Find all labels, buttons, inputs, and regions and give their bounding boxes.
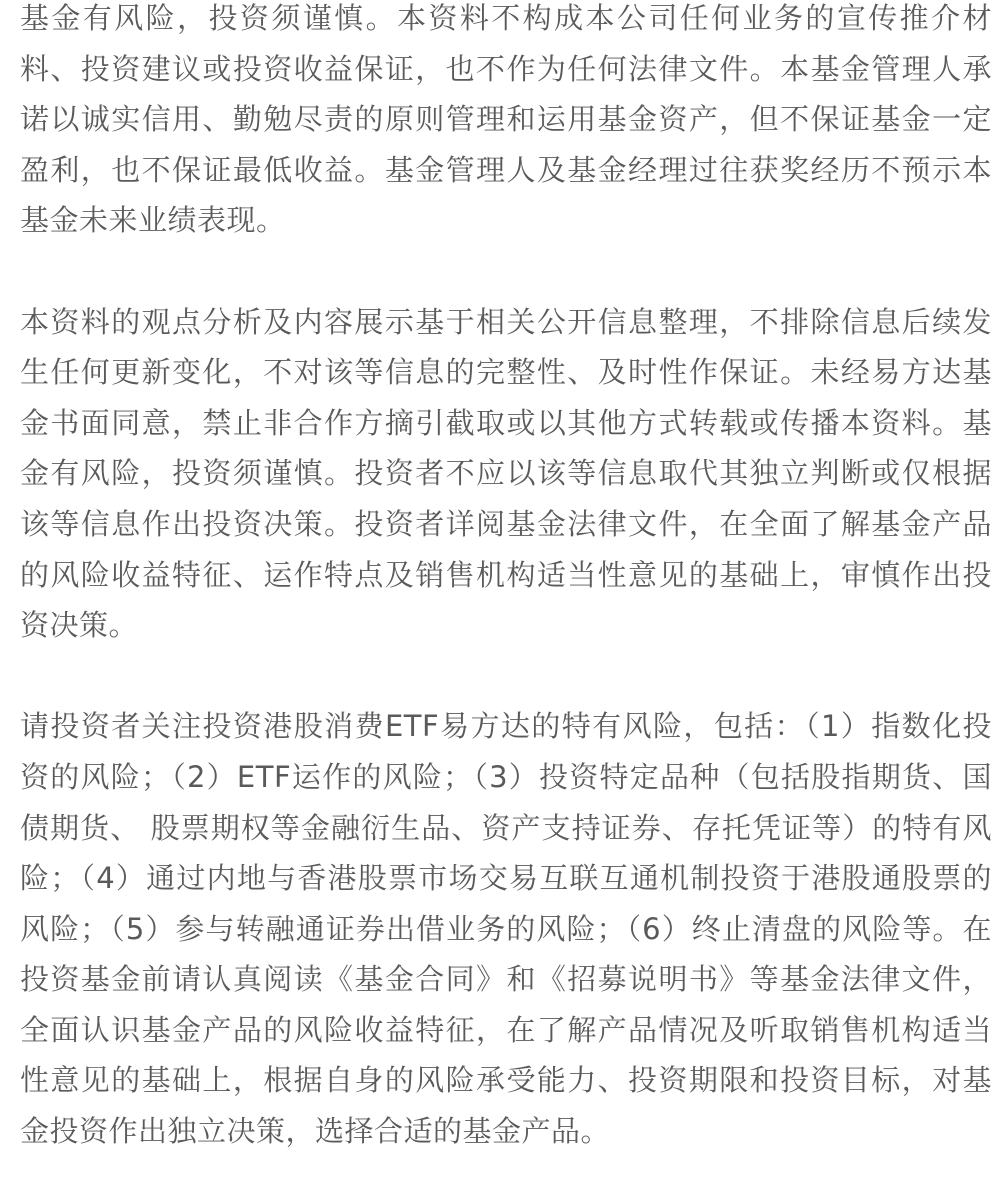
disclaimer-document [20, 0, 992, 1157]
information-source-paragraph: 本资料的观点分析及内容展示基于相关公开信息整理，不排除信息后续发生任何更新变化，不对该等信息的完整性、及时性作保证。未经易方达基金书面同意，禁止非合作方摘引截取或以其他方式转载或传播本资料。基金有风险，投资须谨慎。投资者不应以该等信息取代其独立判断或仅根据该等信息作出投资决策。投资者详阅基金法律文件，在全面了解基金产品的风险收益特征、运作特点及销售机构适当性意见的基础上，审慎作出投资决策。 [20, 304, 992, 643]
risk-statement-paragraph: 基金有风险，投资须谨慎。本资料不构成本公司任何业务的宣传推介材料、投资建议或投资收益保证，也不作为任何法律文件。本基金管理人承诺以诚实信用、勤勉尽责的原则管理和运用基金资产，但不保证基金一定盈利，也不保证最低收益。基金管理人及基金经理过往获奖经历不预示本基金未来业绩表现。 [20, 1, 992, 238]
specific-risk-paragraph: 请投资者关注投资港股消费ETF易方达的特有风险，包括：（1）指数化投资的风险；（2）ETF运作的风险；（3）投资特定品种（包括股指期货、国债期货、 股票期权等金融衍生品、资产支持证券、存托凭证等）的特有风险；（4）通过内地与香港股票市场交易互联互通机制投资于港股通股票的风险；（5）参与转融通证券出借业务的风险；（6）终止清盘的风险等。在投资基金前请认真阅读《基金合同》和《招募说明书》等基金法律文件，全面认识基金产品的风险收益特征，在了解产品情况及听取销售机构适当性意见的基础上，根据自身的风险承受能力、投资期限和投资目标，对基金投资作出独立决策，选择合适的基金产品。 [20, 709, 992, 1149]
